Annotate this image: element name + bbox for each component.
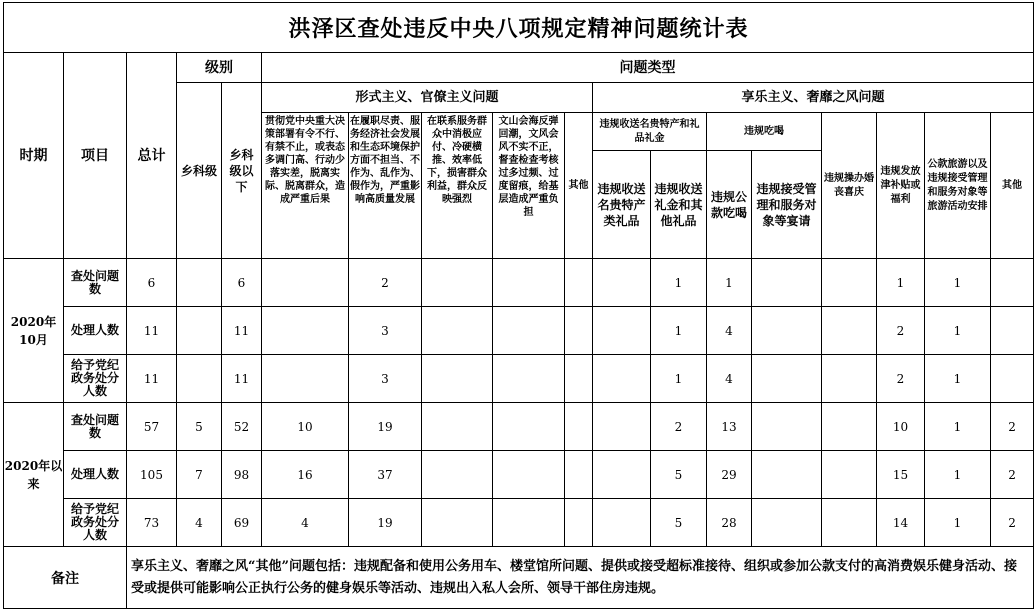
value-cell: 1 — [925, 307, 991, 355]
period-cell: 2020年10月 — [4, 259, 64, 403]
value-cell — [593, 451, 651, 499]
value-cell: 6 — [222, 259, 262, 307]
township-header: 乡科级 — [177, 83, 222, 259]
value-cell — [752, 355, 822, 403]
value-cell: 2 — [991, 499, 1034, 547]
value-cell: 11 — [222, 307, 262, 355]
value-cell — [422, 451, 493, 499]
dining-col-public: 违规公款吃喝 — [707, 151, 752, 259]
value-cell — [991, 307, 1034, 355]
value-cell — [565, 403, 593, 451]
value-cell: 5 — [177, 403, 222, 451]
value-cell: 29 — [707, 451, 752, 499]
table-row — [4, 355, 1034, 403]
value-cell — [593, 403, 651, 451]
value-cell: 52 — [222, 403, 262, 451]
value-cell: 1 — [925, 499, 991, 547]
value-cell — [262, 307, 349, 355]
value-cell — [593, 499, 651, 547]
value-cell: 4 — [262, 499, 349, 547]
value-cell — [177, 307, 222, 355]
formalism-col-2: 在履职尽责、服务经济社会发展和生态环境保护方面不担当、不作为、乱作为、假作为，严重影响高质量发展 — [349, 113, 422, 259]
value-cell: 2 — [877, 355, 925, 403]
value-cell — [822, 451, 877, 499]
statistics-table — [3, 2, 1034, 609]
value-cell — [752, 259, 822, 307]
value-cell: 1 — [925, 355, 991, 403]
value-cell: 1 — [925, 403, 991, 451]
value-cell — [565, 307, 593, 355]
formalism-col-1: 贯彻党中央重大决策部署有令不行、有禁不止，或表态多调门高、行动少落实差，脱离实际、脱离群众，造成严重后果 — [262, 113, 349, 259]
formalism-col-4: 文山会海反弹回潮，文风会风不实不正，督查检查考核过多过频、过度留痕，给基层造成严重负担 — [493, 113, 565, 259]
level-header: 级别 — [177, 53, 262, 83]
value-cell — [422, 307, 493, 355]
value-cell: 105 — [127, 451, 177, 499]
formalism-col-other: 其他 — [565, 113, 593, 259]
note-text: 享乐主义、奢靡之风“其他”问题包括：违规配备和使用公务用车、楼堂馆所问题、提供或接受超标准接待、组织或参加公款支付的高消费娱乐健身活动、接受或提供可能影响公正执行公务的健身娱乐等活动、违规出入私人会所、领导干部住房违规。 — [127, 547, 1034, 609]
item-cell: 处理人数 — [64, 451, 127, 499]
item-cell: 给予党纪政务处分人数 — [64, 499, 127, 547]
value-cell: 4 — [177, 499, 222, 547]
table-row — [4, 451, 1034, 499]
value-cell — [752, 403, 822, 451]
value-cell: 4 — [707, 307, 752, 355]
value-cell: 6 — [127, 259, 177, 307]
value-cell — [422, 355, 493, 403]
value-cell: 2 — [651, 403, 707, 451]
value-cell: 2 — [991, 451, 1034, 499]
value-cell: 14 — [877, 499, 925, 547]
item-cell: 给予党纪政务处分人数 — [64, 355, 127, 403]
table-row — [4, 403, 1034, 451]
value-cell: 1 — [925, 451, 991, 499]
value-cell — [565, 451, 593, 499]
value-cell: 1 — [877, 259, 925, 307]
value-cell: 15 — [877, 451, 925, 499]
value-cell — [593, 259, 651, 307]
value-cell — [422, 499, 493, 547]
value-cell: 37 — [349, 451, 422, 499]
value-cell — [422, 259, 493, 307]
value-cell: 1 — [651, 307, 707, 355]
value-cell — [752, 499, 822, 547]
item-header: 项目 — [64, 53, 127, 259]
value-cell — [593, 355, 651, 403]
value-cell: 1 — [925, 259, 991, 307]
value-cell: 4 — [707, 355, 752, 403]
table-row — [4, 259, 1034, 307]
value-cell — [177, 259, 222, 307]
note-label: 备注 — [4, 547, 127, 609]
value-cell — [493, 355, 565, 403]
value-cell: 11 — [127, 355, 177, 403]
hedonism-col-wedding: 违规操办婚丧喜庆 — [822, 113, 877, 259]
value-cell — [493, 259, 565, 307]
value-cell — [822, 499, 877, 547]
value-cell — [565, 355, 593, 403]
item-cell: 查处问题数 — [64, 403, 127, 451]
table-row — [4, 307, 1034, 355]
value-cell — [493, 451, 565, 499]
value-cell — [493, 403, 565, 451]
below-township-header: 乡科级以下 — [222, 83, 262, 259]
value-cell: 2 — [877, 307, 925, 355]
value-cell — [493, 499, 565, 547]
value-cell — [565, 259, 593, 307]
problem-type-header: 问题类型 — [262, 53, 1034, 83]
value-cell: 73 — [127, 499, 177, 547]
gift-col-specialty: 违规收送名贵特产类礼品 — [593, 151, 651, 259]
hedonism-col-allowance: 违规发放津补贴或福利 — [877, 113, 925, 259]
value-cell: 1 — [651, 259, 707, 307]
value-cell: 11 — [222, 355, 262, 403]
hedonism-col-other: 其他 — [991, 113, 1034, 259]
value-cell: 5 — [651, 499, 707, 547]
hedonism-header: 享乐主义、奢靡之风问题 — [593, 83, 1034, 113]
value-cell — [422, 403, 493, 451]
gift-group-header: 违规收送名贵特产和礼品礼金 — [593, 113, 707, 151]
value-cell — [822, 355, 877, 403]
table-title: 洪泽区查处违反中央八项规定精神问题统计表 — [4, 3, 1034, 53]
value-cell: 1 — [707, 259, 752, 307]
dining-group-header: 违规吃喝 — [707, 113, 822, 151]
value-cell — [177, 355, 222, 403]
value-cell: 69 — [222, 499, 262, 547]
value-cell — [752, 307, 822, 355]
period-header: 时期 — [4, 53, 64, 259]
statistics-sheet — [3, 2, 1033, 610]
value-cell — [262, 259, 349, 307]
hedonism-col-travel: 公款旅游以及违规接受管理和服务对象等旅游活动安排 — [925, 113, 991, 259]
value-cell: 16 — [262, 451, 349, 499]
value-cell — [822, 403, 877, 451]
formalism-header: 形式主义、官僚主义问题 — [262, 83, 593, 113]
value-cell: 28 — [707, 499, 752, 547]
value-cell: 2 — [349, 259, 422, 307]
value-cell: 3 — [349, 355, 422, 403]
value-cell — [822, 307, 877, 355]
value-cell — [991, 355, 1034, 403]
formalism-col-3: 在联系服务群众中消极应付、冷硬横推、效率低下，损害群众利益，群众反映强烈 — [422, 113, 493, 259]
value-cell: 1 — [651, 355, 707, 403]
value-cell — [822, 259, 877, 307]
value-cell — [593, 307, 651, 355]
gift-col-money: 违规收送礼金和其他礼品 — [651, 151, 707, 259]
value-cell: 5 — [651, 451, 707, 499]
value-cell — [262, 355, 349, 403]
value-cell: 2 — [991, 403, 1034, 451]
value-cell: 11 — [127, 307, 177, 355]
value-cell — [493, 307, 565, 355]
table-row — [4, 499, 1034, 547]
value-cell: 10 — [262, 403, 349, 451]
period-cell: 2020年以来 — [4, 403, 64, 547]
item-cell: 查处问题数 — [64, 259, 127, 307]
value-cell: 19 — [349, 499, 422, 547]
value-cell: 19 — [349, 403, 422, 451]
dining-col-banquet: 违规接受管理和服务对象等宴请 — [752, 151, 822, 259]
total-header: 总计 — [127, 53, 177, 259]
item-cell: 处理人数 — [64, 307, 127, 355]
value-cell: 3 — [349, 307, 422, 355]
value-cell: 13 — [707, 403, 752, 451]
value-cell — [991, 259, 1034, 307]
value-cell: 57 — [127, 403, 177, 451]
value-cell: 7 — [177, 451, 222, 499]
value-cell — [565, 499, 593, 547]
value-cell: 10 — [877, 403, 925, 451]
value-cell — [752, 451, 822, 499]
value-cell: 98 — [222, 451, 262, 499]
